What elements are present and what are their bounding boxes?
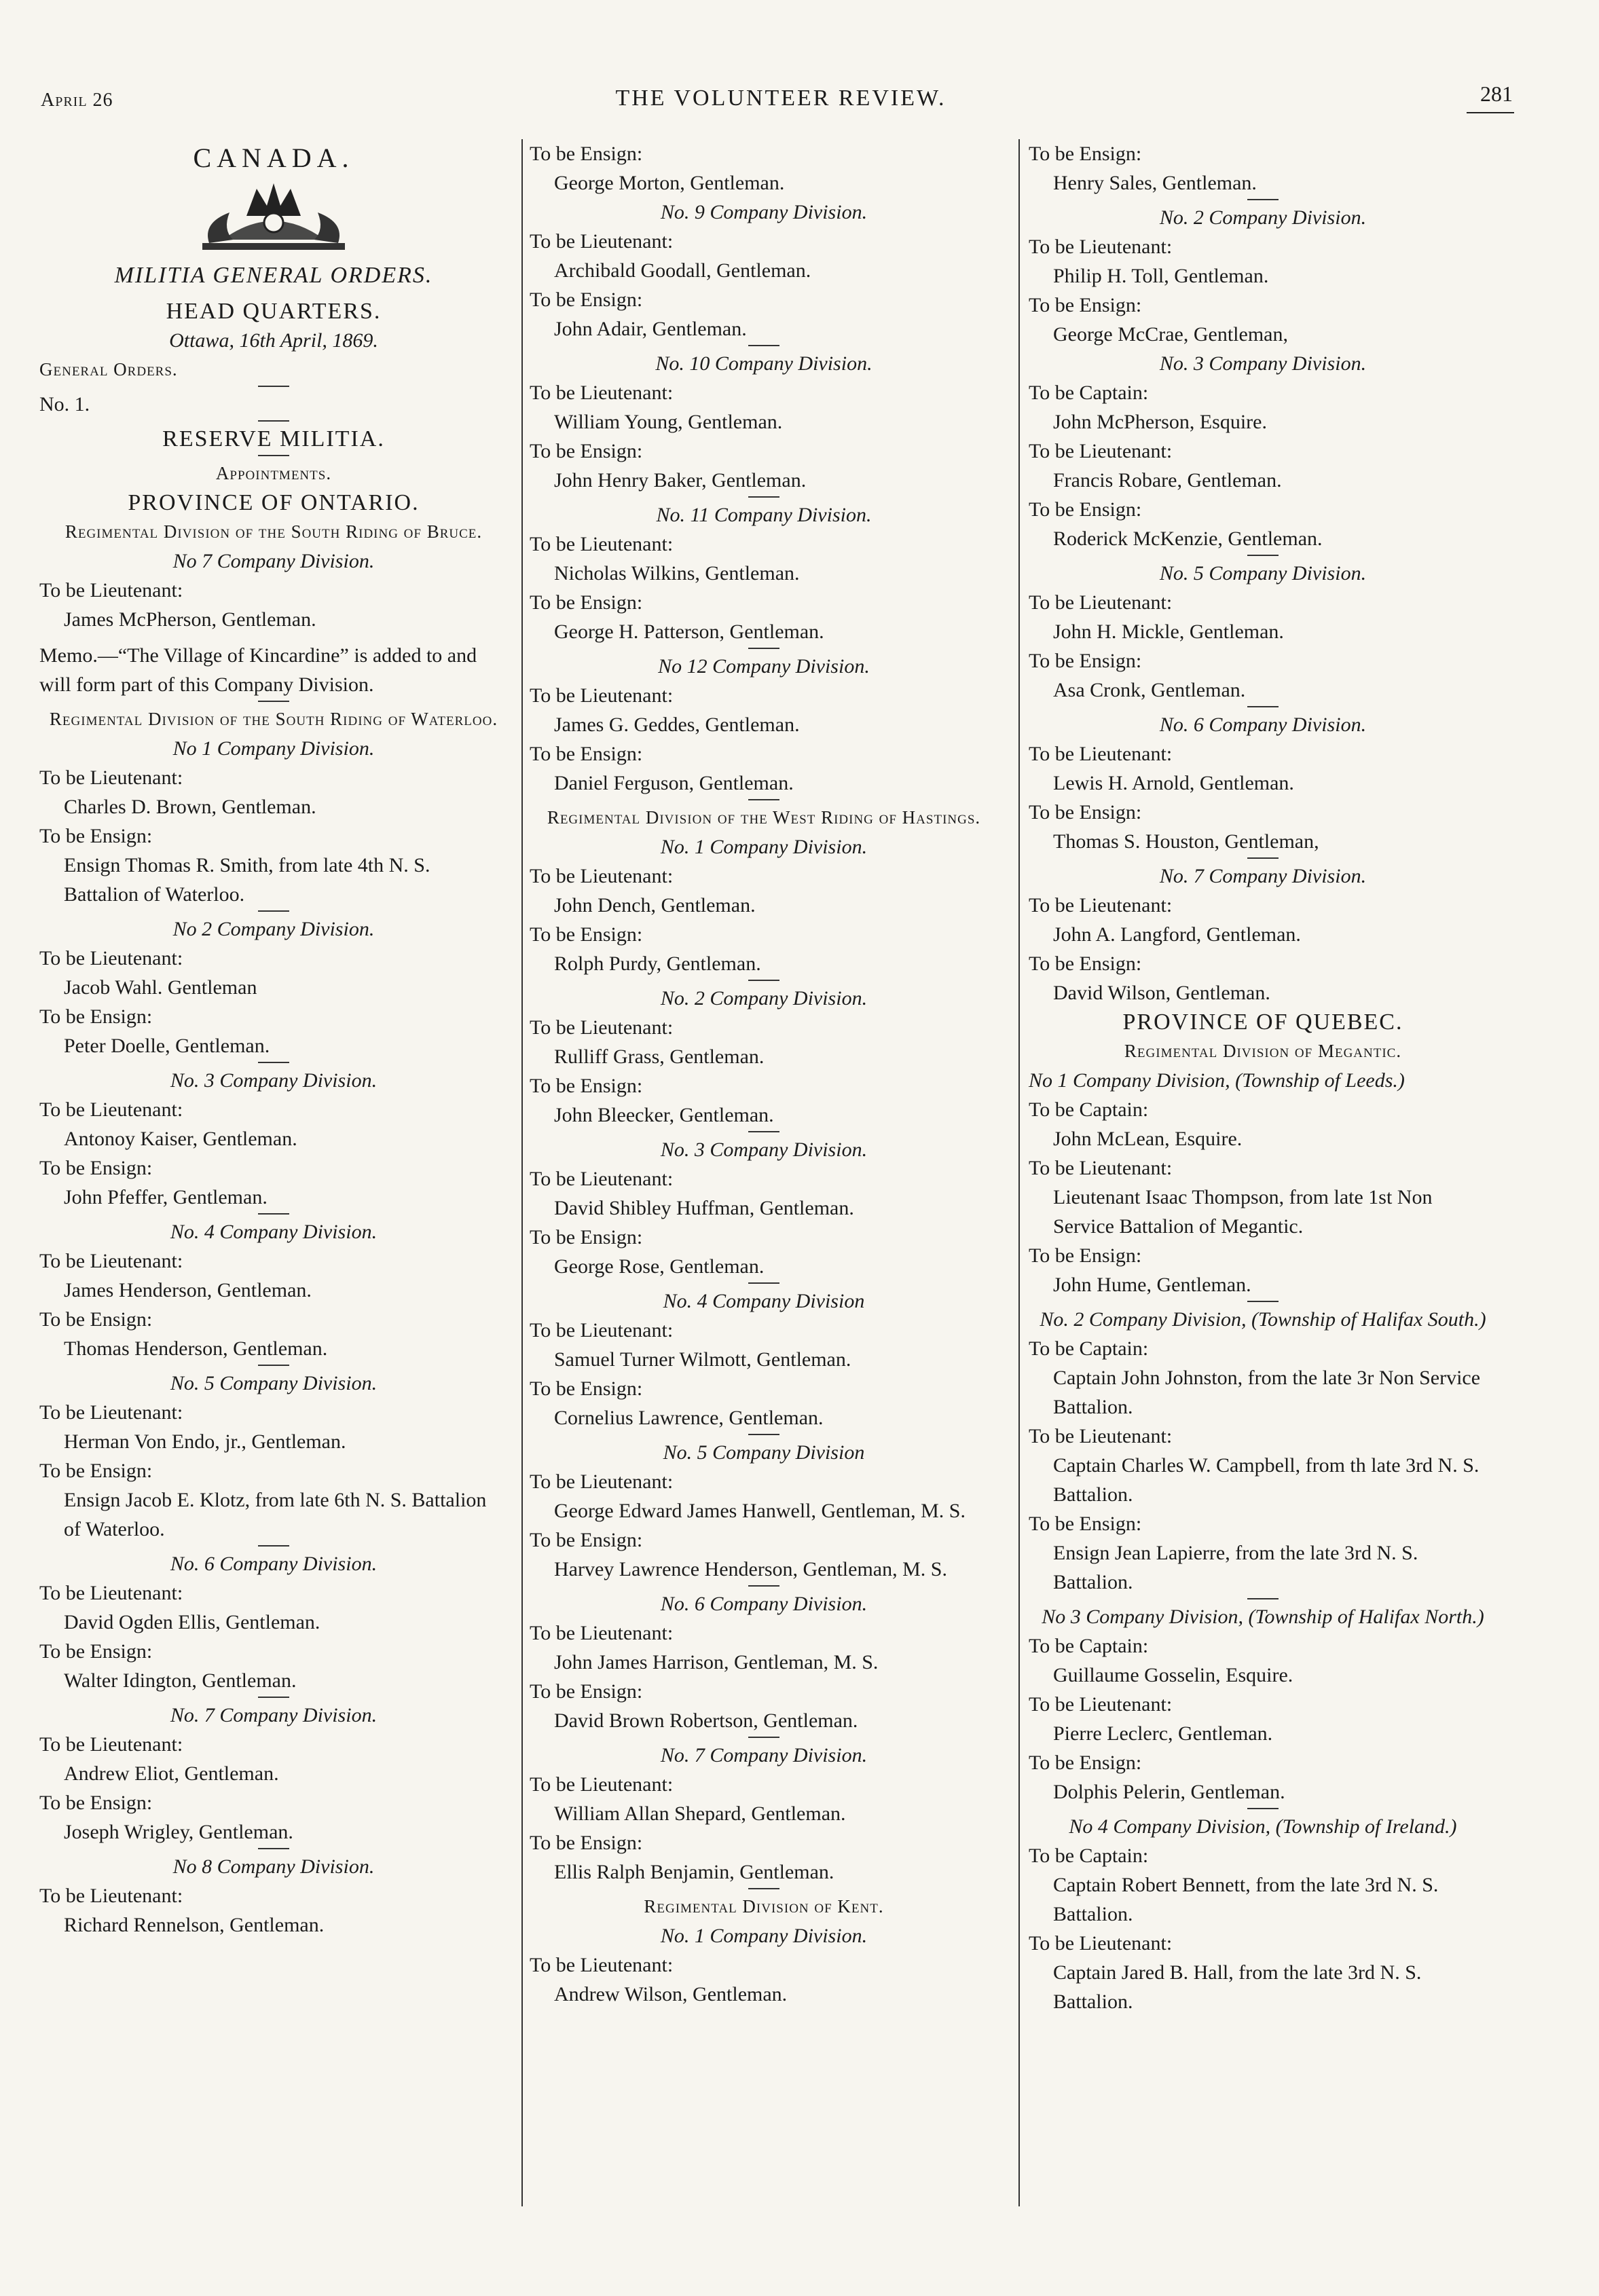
appointee-name: Captain John Johnston, from the late 3r Non Service Battalion.	[1053, 1367, 1481, 1418]
memo-note: Memo.—“The Village of Kincardine” is added to and will form part of this Company Division.	[39, 644, 477, 696]
rank-label: To be Lieutenant:	[530, 865, 674, 887]
appointee-name: John Bleecker, Gentleman.	[554, 1104, 774, 1126]
appointee-name: Ensign Thomas R. Smith, from late 4th N. S. Battalion of Waterloo.	[64, 854, 430, 906]
rank-label: To be Lieutenant:	[530, 533, 674, 555]
appointee-name: Thomas Henderson, Gentleman.	[64, 1337, 328, 1360]
appointee-name: David Shibley Huffman, Gentleman.	[554, 1197, 854, 1219]
rank-label: To be Ensign:	[1029, 294, 1142, 316]
rank-label: To be Lieutenant:	[530, 1168, 674, 1190]
rank-label: To be Lieutenant:	[530, 1773, 674, 1796]
rank-label: To be Ensign:	[39, 825, 153, 847]
rank-label: To be Ensign:	[1029, 1752, 1142, 1774]
company-division-heading: No 4 Company Division, (Township of Ireland.)	[1069, 1815, 1457, 1838]
company-division-heading: No 8 Company Division.	[172, 1855, 375, 1878]
column-rule-1	[521, 139, 523, 2206]
company-division-heading: No 3 Company Division, (Township of Halifax North.)	[1042, 1606, 1484, 1628]
appointee-name: James Henderson, Gentleman.	[64, 1279, 312, 1301]
appointee-name: Archibald Goodall, Gentleman.	[554, 259, 811, 282]
appointee-name: Walter Idington, Gentleman.	[64, 1669, 297, 1692]
appointee-name: David Wilson, Gentleman.	[1053, 982, 1270, 1004]
appointee-name: William Allan Shepard, Gentleman.	[554, 1802, 846, 1825]
rank-label: To be Lieutenant:	[1029, 743, 1173, 765]
appointee-name: Daniel Ferguson, Gentleman.	[554, 772, 794, 794]
appointee-name: Roderick McKenzie, Gentleman.	[1053, 527, 1323, 550]
rank-label: To be Lieutenant:	[1029, 236, 1173, 258]
rank-label: To be Lieutenant:	[1029, 894, 1173, 916]
appointee-name: Nicholas Wilkins, Gentleman.	[554, 562, 800, 585]
regimental-division-bruce: Regimental Division of the South Riding of Bruce.	[65, 521, 483, 542]
rank-label: To be Lieutenant:	[530, 230, 674, 253]
appointee-name: Rulliff Grass, Gentleman.	[554, 1045, 765, 1068]
appointee-name: Philip H. Toll, Gentleman.	[1053, 265, 1269, 287]
company-division-heading: No. 9 Company Division.	[660, 201, 868, 223]
appointee-name: Herman Von Endo, jr., Gentleman.	[64, 1430, 346, 1453]
rank-label: To be Ensign:	[1029, 498, 1142, 521]
company-division-heading: No 12 Company Division.	[658, 655, 870, 678]
page-number: 281	[1480, 81, 1514, 113]
column-1	[39, 139, 508, 2217]
company-division-heading: No. 4 Company Division.	[170, 1221, 378, 1243]
appointee-name: John H. Mickle, Gentleman.	[1053, 621, 1284, 643]
company-division-heading: No. 3 Company Division.	[660, 1138, 868, 1161]
rank-label: To be Lieutenant:	[39, 1582, 183, 1604]
rank-label: To be Ensign:	[39, 1640, 153, 1663]
province-quebec-heading: PROVINCE OF QUEBEC.	[1122, 1010, 1403, 1035]
company-division-heading: No. 6 Company Division.	[660, 1593, 868, 1615]
rank-label: To be Lieutenant:	[530, 1319, 674, 1341]
appointee-name: Andrew Wilson, Gentleman.	[554, 1983, 788, 2005]
rank-label: To be Ensign:	[530, 743, 643, 765]
company-division-heading: No. 1 Company Division.	[660, 836, 868, 858]
appointee-name: George H. Patterson, Gentleman.	[554, 621, 824, 643]
appointee-name: John Hume, Gentleman.	[1053, 1274, 1251, 1296]
column-3	[1029, 139, 1497, 2217]
rank-label: To be Ensign:	[530, 1529, 643, 1551]
rank-label: To be Ensign:	[530, 143, 643, 165]
rank-label: To be Ensign:	[39, 1308, 153, 1331]
rank-label: To be Ensign:	[39, 1005, 153, 1028]
rank-label: To be Ensign:	[530, 1832, 643, 1854]
company-division-heading: No. 11 Company Division.	[656, 504, 872, 526]
column-2	[530, 139, 998, 2217]
appointee-name: Andrew Eliot, Gentleman.	[64, 1762, 279, 1785]
company-division-heading: No 2 Company Division.	[172, 918, 375, 940]
regimental-division-kent: Regimental Division of Kent.	[644, 1896, 884, 1917]
appointee-name: Captain Robert Bennett, from the late 3rd N. S. Battalion.	[1053, 1874, 1439, 1925]
rank-label: To be Lieutenant:	[530, 382, 674, 404]
rank-label: To be Ensign:	[530, 591, 643, 614]
rank-label: To be Captain:	[1029, 382, 1149, 404]
appointee-name: John Henry Baker, Gentleman.	[554, 469, 807, 492]
appointee-name: Samuel Turner Wilmott, Gentleman.	[554, 1348, 851, 1371]
rank-label: To be Lieutenant:	[39, 1250, 183, 1272]
company-division-heading: No. 2 Company Division.	[1159, 206, 1367, 229]
appointee-name: Richard Rennelson, Gentleman.	[64, 1914, 325, 1936]
company-division-heading: No. 2 Company Division, (Township of Halifax South.)	[1040, 1308, 1486, 1331]
appointee-name: George McCrae, Gentleman,	[1053, 323, 1288, 346]
general-orders-label: General Orders.	[39, 359, 178, 379]
rank-label: To be Ensign:	[530, 1226, 643, 1248]
appointee-name: James G. Geddes, Gentleman.	[554, 714, 800, 736]
head-quarters: HEAD QUARTERS.	[166, 299, 382, 324]
rank-label: To be Captain:	[1029, 1635, 1149, 1657]
rank-label: To be Lieutenant:	[39, 579, 183, 601]
rank-label: To be Captain:	[1029, 1845, 1149, 1867]
company-division-heading: No. 2 Company Division.	[660, 987, 868, 1010]
company-division-heading: No. 1 Company Division.	[660, 1925, 868, 1947]
rank-label: To be Lieutenant:	[530, 684, 674, 707]
company-division-heading: No. 3 Company Division.	[170, 1069, 378, 1092]
rank-label: To be Lieutenant:	[39, 1733, 183, 1756]
rank-label: To be Lieutenant:	[39, 1401, 183, 1424]
rank-label: To be Ensign:	[39, 1157, 153, 1179]
appointee-name: James McPherson, Gentleman.	[64, 608, 316, 631]
rank-label: To be Ensign:	[1029, 1513, 1142, 1535]
appointee-name: Captain Jared B. Hall, from the late 3rd N. S. Battalion.	[1053, 1961, 1422, 2013]
order-number: No. 1.	[39, 393, 90, 415]
rank-label: To be Ensign:	[39, 1460, 153, 1482]
appointee-name: Lieutenant Isaac Thompson, from late 1st Non Service Battalion of Megantic.	[1053, 1186, 1433, 1238]
appointments-heading: Appointments.	[215, 463, 332, 483]
rank-label: To be Ensign:	[1029, 1244, 1142, 1267]
company-division-heading: No 1 Company Division.	[172, 737, 375, 760]
rank-label: To be Captain:	[1029, 1337, 1149, 1360]
rank-label: To be Lieutenant:	[39, 766, 183, 789]
company-division-heading: No. 6 Company Division.	[170, 1553, 378, 1575]
appointee-name: David Brown Robertson, Gentleman.	[554, 1709, 858, 1732]
rank-label: To be Ensign:	[530, 440, 643, 462]
rank-label: To be Ensign:	[530, 923, 643, 946]
province-ontario-heading: PROVINCE OF ONTARIO.	[128, 490, 420, 515]
appointee-name: Ellis Ralph Benjamin, Gentleman.	[554, 1861, 834, 1883]
appointee-name: John Dench, Gentleman.	[554, 894, 756, 916]
rank-label: To be Lieutenant:	[1029, 1425, 1173, 1447]
reserve-militia-heading: RESERVE MILITIA.	[162, 426, 385, 451]
appointee-name: Peter Doelle, Gentleman.	[64, 1035, 270, 1057]
appointee-name: Antonoy Kaiser, Gentleman.	[64, 1128, 297, 1150]
rank-label: To be Lieutenant:	[1029, 1157, 1173, 1179]
header-title: THE VOLUNTEER REVIEW.	[615, 86, 946, 111]
company-division-heading: No. 5 Company Division.	[170, 1372, 378, 1394]
rank-label: To be Lieutenant:	[1029, 591, 1173, 614]
appointee-name: Harvey Lawrence Henderson, Gentleman, M. S.	[554, 1558, 947, 1580]
appointee-name: Rolph Purdy, Gentleman.	[554, 952, 761, 975]
page-header	[41, 81, 1521, 122]
appointee-name: Captain Charles W. Campbell, from th late 3rd N. S. Battalion.	[1053, 1454, 1479, 1506]
appointee-name: Pierre Leclerc, Gentleman.	[1053, 1722, 1273, 1745]
rank-label: To be Lieutenant:	[1029, 440, 1173, 462]
regimental-division-megantic: Regimental Division of Megantic.	[1124, 1041, 1402, 1061]
rank-label: To be Lieutenant:	[1029, 1932, 1173, 1955]
rank-label: To be Ensign:	[1029, 650, 1142, 672]
place-date: Ottawa, 16th April, 1869.	[169, 329, 378, 352]
company-division-heading: No. 7 Company Division.	[1159, 865, 1367, 887]
rank-label: To be Ensign:	[1029, 952, 1142, 975]
appointee-name: John Adair, Gentleman.	[554, 318, 747, 340]
appointee-name: Cornelius Lawrence, Gentleman.	[554, 1407, 824, 1429]
company-division-heading: No 7 Company Division.	[172, 550, 375, 572]
rank-label: To be Lieutenant:	[39, 947, 183, 969]
appointee-name: Ensign Jean Lapierre, from the late 3rd N. S. Battalion.	[1053, 1542, 1418, 1593]
appointee-name: Henry Sales, Gentleman.	[1053, 172, 1257, 194]
company-division-heading: No 1 Company Division, (Township of Leeds.)	[1029, 1069, 1405, 1092]
company-division-heading: No. 4 Company Division	[663, 1290, 865, 1312]
column-rule-2	[1018, 139, 1020, 2206]
rank-label: To be Lieutenant:	[530, 1016, 674, 1039]
company-division-heading: No. 10 Company Division.	[655, 352, 872, 375]
appointee-name: Francis Robare, Gentleman.	[1053, 469, 1282, 492]
regimental-division-waterloo: Regimental Division of the South Riding of Waterloo.	[49, 709, 498, 729]
appointee-name: Asa Cronk, Gentleman.	[1053, 679, 1246, 701]
country-heading: CANADA.	[193, 143, 354, 173]
company-division-heading: No. 3 Company Division.	[1159, 352, 1367, 375]
rank-label: To be Ensign:	[1029, 143, 1142, 165]
appointee-name: John A. Langford, Gentleman.	[1053, 923, 1301, 946]
appointee-name: John James Harrison, Gentleman, M. S.	[554, 1651, 879, 1673]
rank-label: To be Lieutenant:	[39, 1098, 183, 1121]
rank-label: To be Ensign:	[530, 1075, 643, 1097]
appointee-name: Thomas S. Houston, Gentleman,	[1053, 830, 1319, 853]
company-division-heading: No. 6 Company Division.	[1159, 714, 1367, 736]
rank-label: To be Lieutenant:	[530, 1470, 674, 1493]
appointee-name: Charles D. Brown, Gentleman.	[64, 796, 316, 818]
rank-label: To be Lieutenant:	[530, 1954, 674, 1976]
regimental-division-hastings: Regimental Division of the West Riding of Hastings.	[547, 807, 981, 828]
company-division-heading: No. 5 Company Division.	[1159, 562, 1367, 585]
appointee-name: George Rose, Gentleman.	[554, 1255, 765, 1278]
rank-label: To be Ensign:	[530, 1377, 643, 1400]
rank-label: To be Ensign:	[530, 289, 643, 311]
rank-label: To be Ensign:	[39, 1792, 153, 1814]
appointee-name: John McLean, Esquire.	[1053, 1128, 1243, 1150]
company-division-heading: No. 7 Company Division.	[170, 1704, 378, 1726]
appointee-name: John Pfeffer, Gentleman.	[64, 1186, 268, 1208]
coat-of-arms-icon	[182, 175, 365, 257]
appointee-name: George Morton, Gentleman.	[554, 172, 785, 194]
appointee-name: George Edward James Hanwell, Gentleman, M. S.	[554, 1500, 966, 1522]
rank-label: To be Captain:	[1029, 1098, 1149, 1121]
appointee-name: Jacob Wahl. Gentleman	[64, 976, 257, 999]
rank-label: To be Lieutenant:	[39, 1885, 183, 1907]
appointee-name: Ensign Jacob E. Klotz, from late 6th N. S. Battalion of Waterloo.	[64, 1489, 487, 1540]
company-division-heading: No. 5 Company Division	[663, 1441, 865, 1464]
header-date: April 26	[41, 90, 113, 111]
appointee-name: Dolphis Pelerin, Gentleman.	[1053, 1781, 1285, 1803]
appointee-name: David Ogden Ellis, Gentleman.	[64, 1611, 320, 1633]
orders-title: MILITIA GENERAL ORDERS.	[114, 263, 433, 288]
appointee-name: John McPherson, Esquire.	[1053, 411, 1267, 433]
appointee-name: William Young, Gentleman.	[554, 411, 783, 433]
rank-label: To be Ensign:	[530, 1680, 643, 1703]
appointee-name: Joseph Wrigley, Gentleman.	[64, 1821, 293, 1843]
rank-label: To be Lieutenant:	[1029, 1693, 1173, 1716]
appointee-name: Guillaume Gosselin, Esquire.	[1053, 1664, 1293, 1686]
rank-label: To be Lieutenant:	[530, 1622, 674, 1644]
rank-label: To be Ensign:	[1029, 801, 1142, 823]
company-division-heading: No. 7 Company Division.	[660, 1744, 868, 1766]
appointee-name: Lewis H. Arnold, Gentleman.	[1053, 772, 1294, 794]
